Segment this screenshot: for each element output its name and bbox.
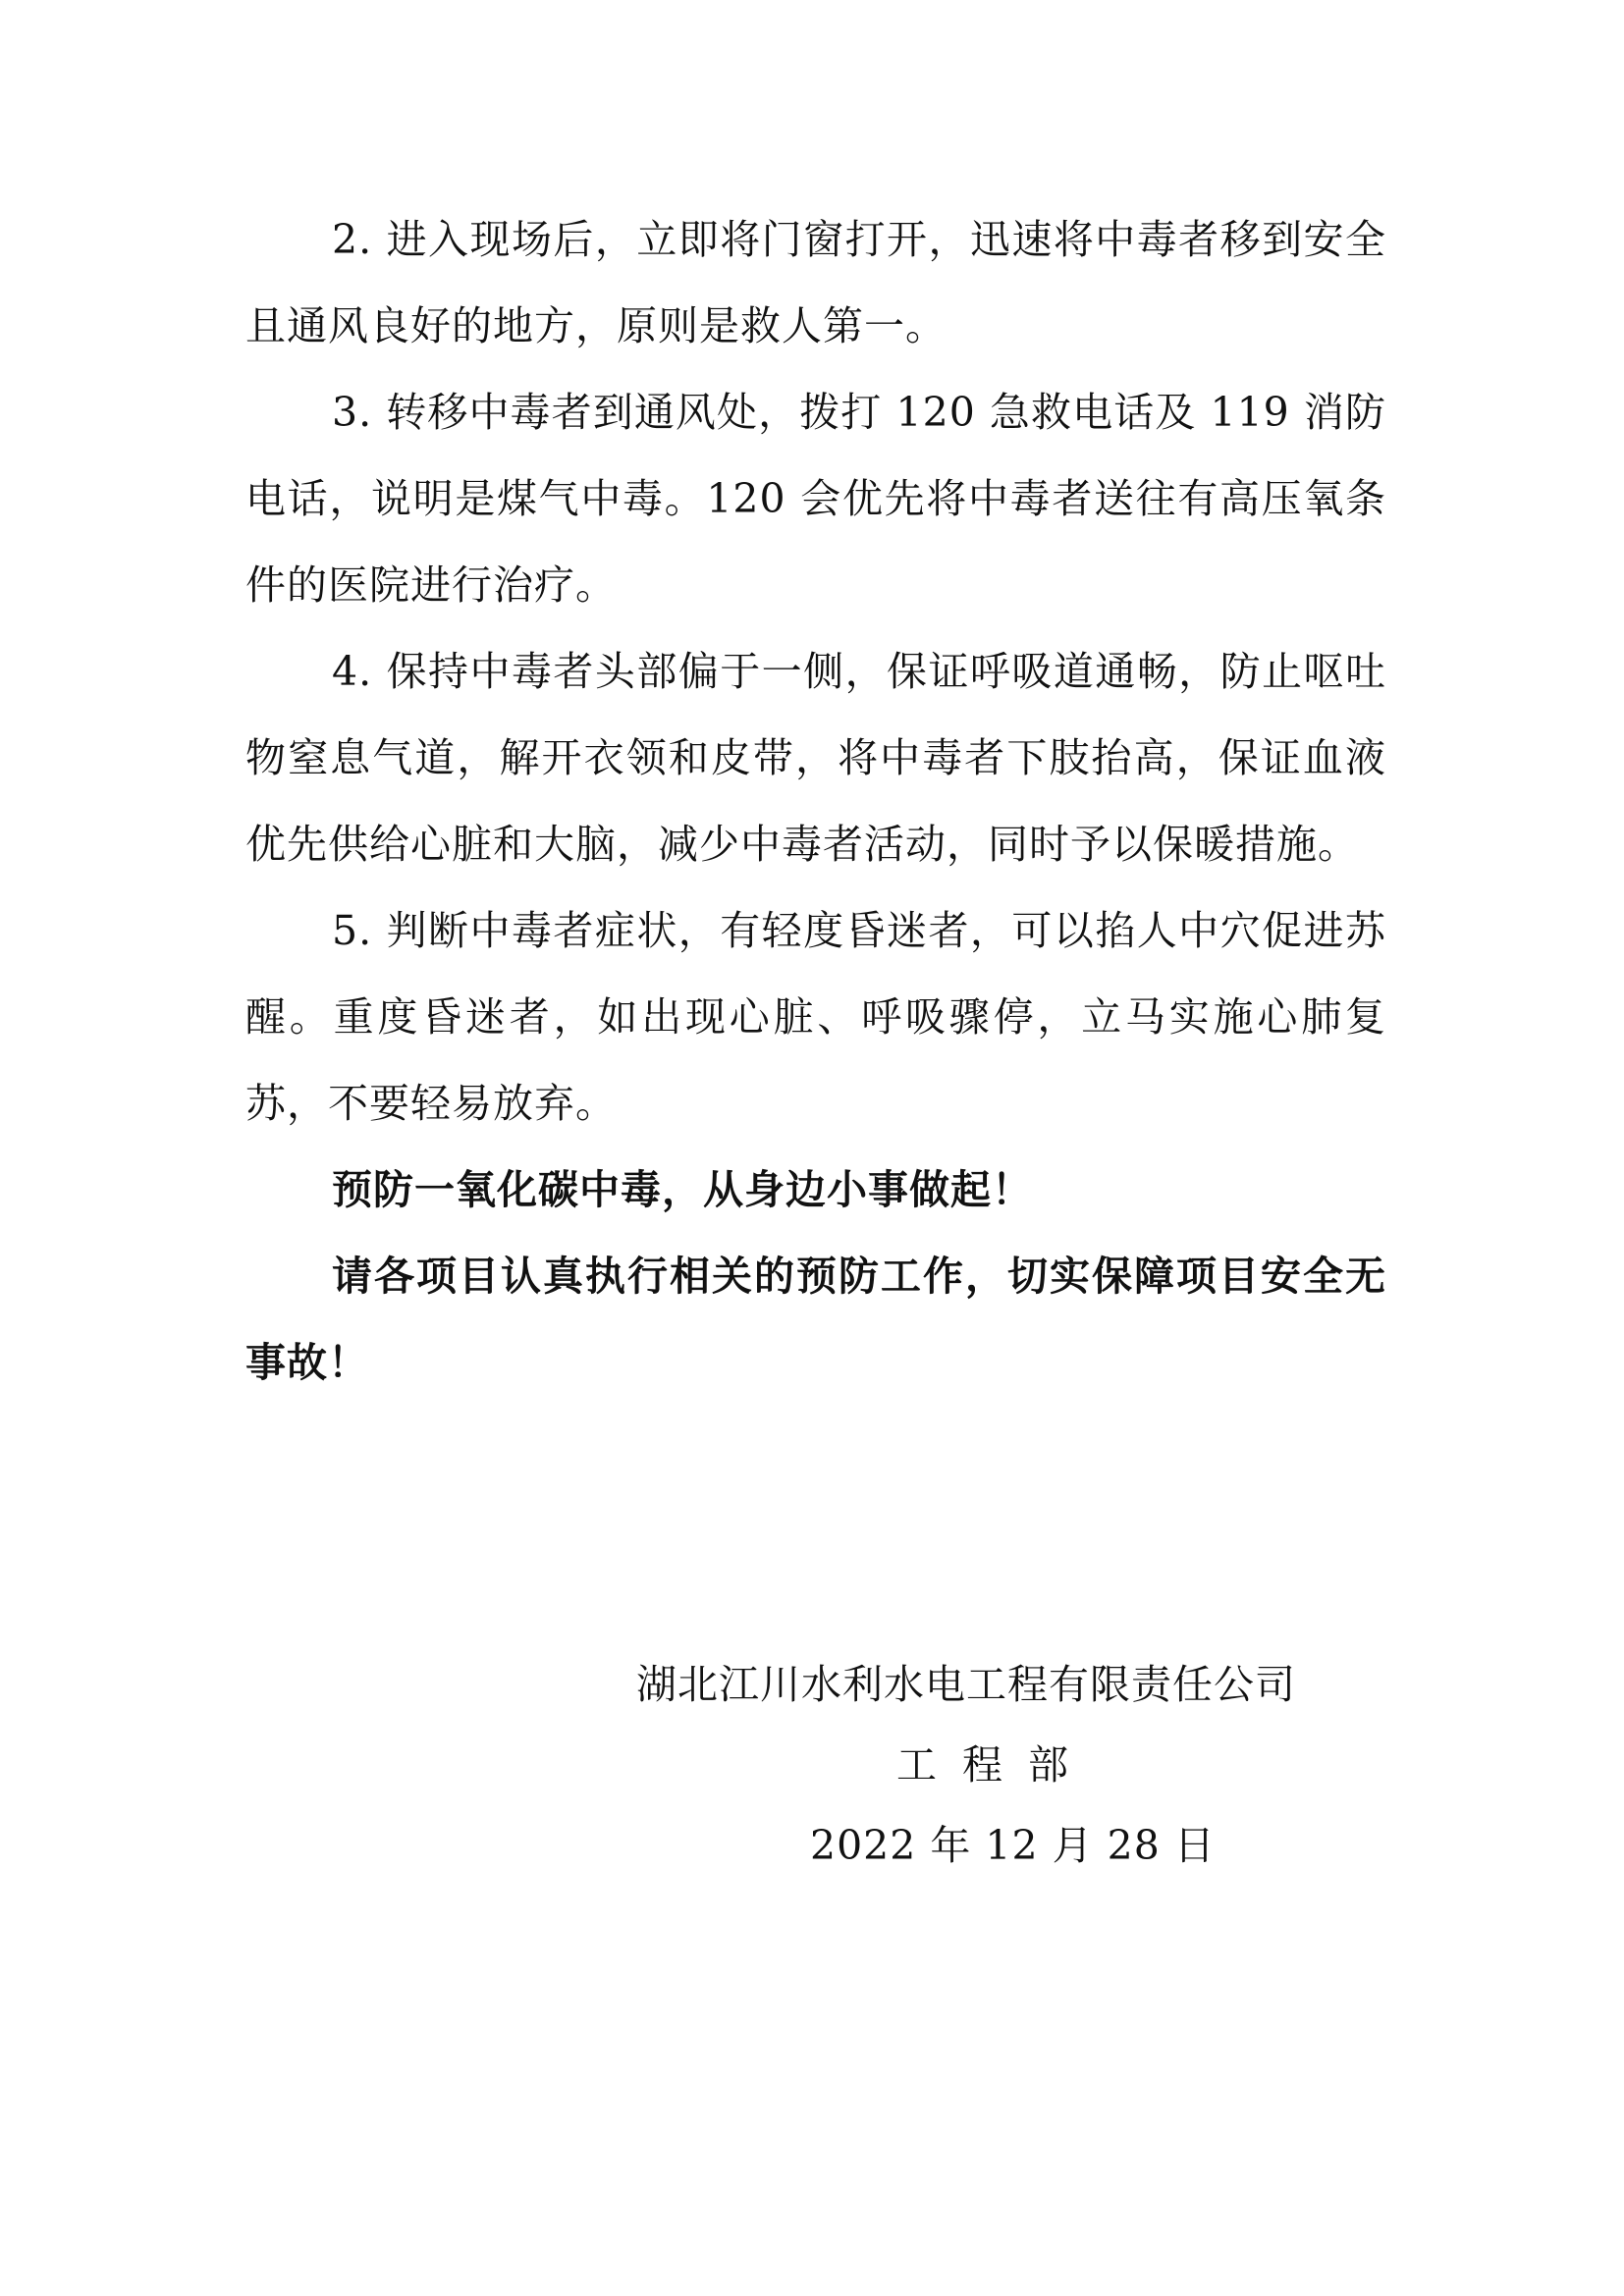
signature-block xyxy=(628,1644,1355,1886)
document-body xyxy=(245,196,1386,1406)
step-4-paragraph: 4. 保持中毒者头部偏于一侧，保证呼吸道通畅，防止呕吐物窒息气道，解开衣领和皮带，将中毒者下肢抬高，保证血液优先供给心脏和大脑，减少中毒者活动，同时予以保暖措施。 xyxy=(245,648,1386,868)
prevention-slogan: 预防一氧化碳中毒，从身边小事做起！ xyxy=(332,1166,1033,1213)
issue-date: 2022 年 12 月 28 日 xyxy=(810,1822,1216,1869)
step-5-paragraph: 5. 判断中毒者症状，有轻度昏迷者，可以掐人中穴促进苏醒。重度昏迷者，如出现心脏、呼吸骤停，立马实施心肺复苏，不要轻易放弃。 xyxy=(245,907,1386,1127)
company-name: 湖北江川水利水电工程有限责任公司 xyxy=(636,1661,1296,1708)
safety-appeal: 请各项目认真执行相关的预防工作，切实保障项目安全无事故！ xyxy=(245,1253,1386,1386)
step-3-paragraph: 3. 转移中毒者到通风处，拨打 120 急救电话及 119 消防电话，说明是煤气中毒。120 会优先将中毒者送往有高压氧条件的医院进行治疗。 xyxy=(245,389,1386,609)
department-name: 工程部 xyxy=(896,1741,1094,1789)
step-2-paragraph: 2. 进入现场后，立即将门窗打开，迅速将中毒者移到安全且通风良好的地方，原则是救人第一。 xyxy=(245,216,1386,349)
